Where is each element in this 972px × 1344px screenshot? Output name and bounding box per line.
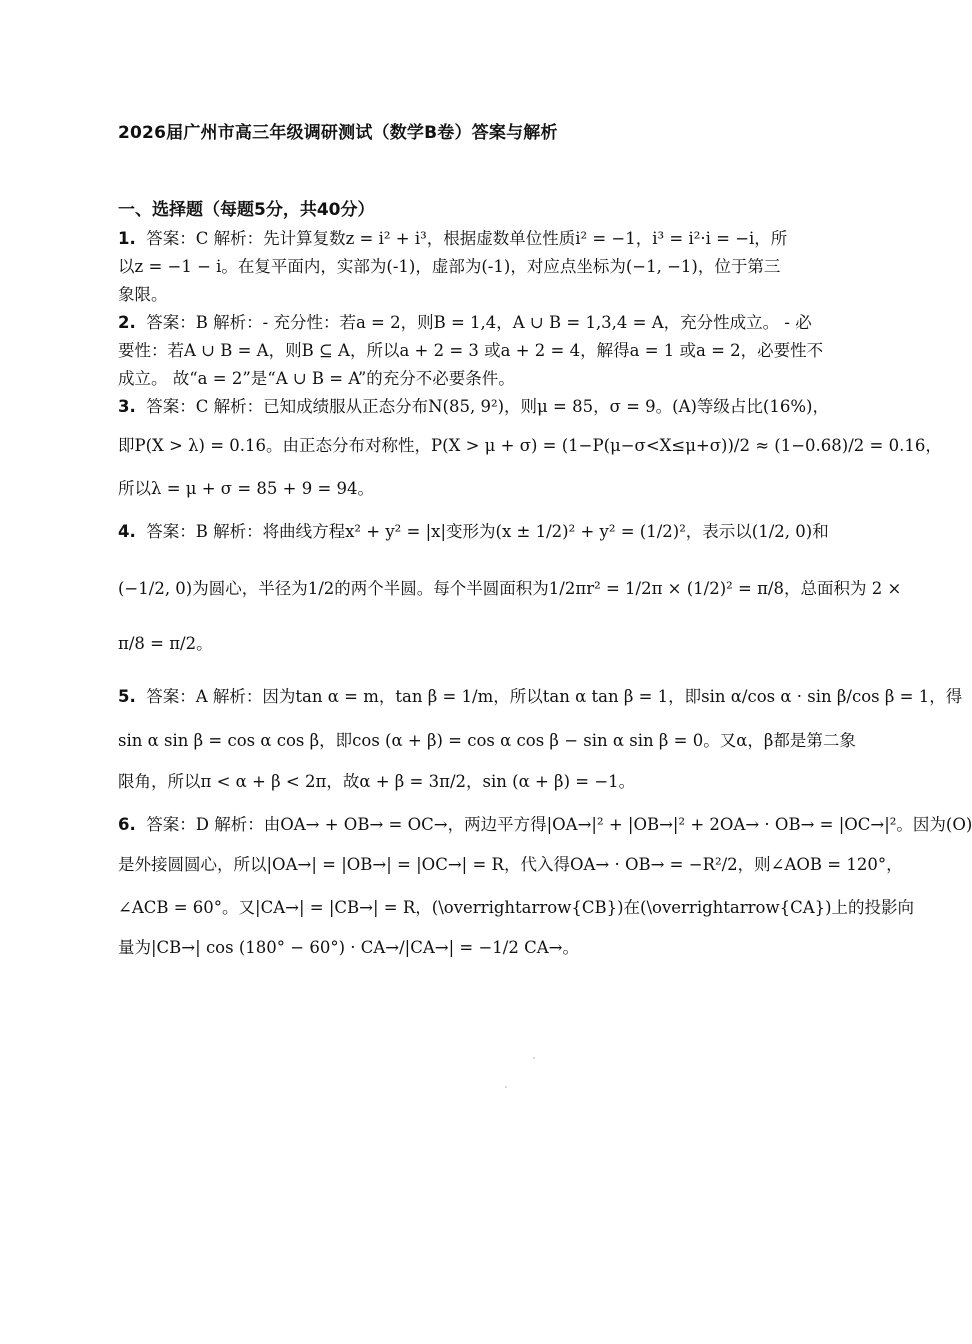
q5-line-3: 限角，所以π < α + β < 2π，故α + β = 3π/2，sin (α + β) = −1。 [118,772,636,791]
q5-number: 5. [118,687,136,706]
q3-line-3: 所以λ = μ + σ = 85 + 9 = 94。 [118,479,375,498]
q2-line-2: 要性：若A ∪ B = A，则B ⊆ A，所以a + 2 = 3 或a + 2 = 4，解得a = 1 或a = 2，必要性不 [118,341,824,360]
q4-number: 4. [118,522,136,541]
q3-line-1: 3. 答案：C 解析：已知成绩服从正态分布N(85, 9²)，则μ = 85，σ = 9。(A)等级占比(16%)， [118,397,829,416]
q2-number: 2. [118,313,136,332]
q2-line-1: 2. 答案：B 解析：- 充分性：若a = 2，则B = 1,4，A ∪ B = 1,3,4 = A，充分性成立。 - 必 [118,313,812,332]
page-title: 2026届广州市高三年级调研测试（数学B卷）答案与解析 [118,123,558,143]
q6-line-1: 6. 答案：D 解析：由OA→ + OB→ = OC→，两边平方得|OA→|² + |OB→|² + 2OA→ · OB→ = |OC→|²。因为(O) [118,815,972,834]
q5-line-1: 5. 答案：A 解析：因为tan α = m，tan β = 1/m，所以tan α tan β = 1，即sin α/cos α · sin β/cos β = 1，得 [118,687,963,706]
q5-line-2: sin α sin β = cos α cos β，即cos (α + β) = cos α cos β − sin α sin β = 0。又α，β都是第二象 [118,731,856,750]
q3-number: 3. [118,397,136,416]
q4-line-2: (−1/2, 0)为圆心，半径为1/2的两个半圆。每个半圆面积为1/2πr² = 1/2π × (1/2)² = π/8，总面积为 2 × [118,579,902,598]
q1-line-1: 1. 答案：C 解析：先计算复数z = i² + i³，根据虚数单位性质i² = −1，i³ = i²·i = −i，所 [118,229,788,248]
section-heading: 一、选择题（每题5分，共40分） [118,200,375,220]
q4-line-3: π/8 = π/2。 [118,634,213,653]
q4-line-1: 4. 答案：B 解析：将曲线方程x² + y² = |x|变形为(x ± 1/2)² + y² = (1/2)²，表示以(1/2, 0)和 [118,522,829,541]
q6-number: 6. [118,815,136,834]
q1-number: 1. [118,229,136,248]
q1-line-3: 象限。 [118,285,168,304]
q6-line-3: ∠ACB = 60°。又|CA→| = |CB→| = R，(\overrightarrow{CB})在(\overrightarrow{CA})上的投影向 [118,898,915,917]
q1-line-2: 以z = −1 − i。在复平面内，实部为(-1)，虚部为(-1)，对应点坐标为(−1, −1)，位于第三 [118,257,781,276]
scan-speck [505,1086,507,1088]
q2-line-3: 成立。 故“a = 2”是“A ∪ B = A”的充分不必要条件。 [118,369,515,388]
scan-speck [533,1057,535,1059]
q6-line-4: 量为|CB→| cos (180° − 60°) · CA→/|CA→| = −1/2 CA→。 [118,938,579,957]
q3-line-2: 即P(X > λ) = 0.16。由正态分布对称性，P(X > μ + σ) = (1−P(μ−σ<X≤μ+σ))/2 ≈ (1−0.68)/2 = 0.16， [118,436,942,455]
q6-line-2: 是外接圆圆心，所以|OA→| = |OB→| = |OC→| = R，代入得OA→ · OB→ = −R²/2，则∠AOB = 120°， [118,855,903,874]
